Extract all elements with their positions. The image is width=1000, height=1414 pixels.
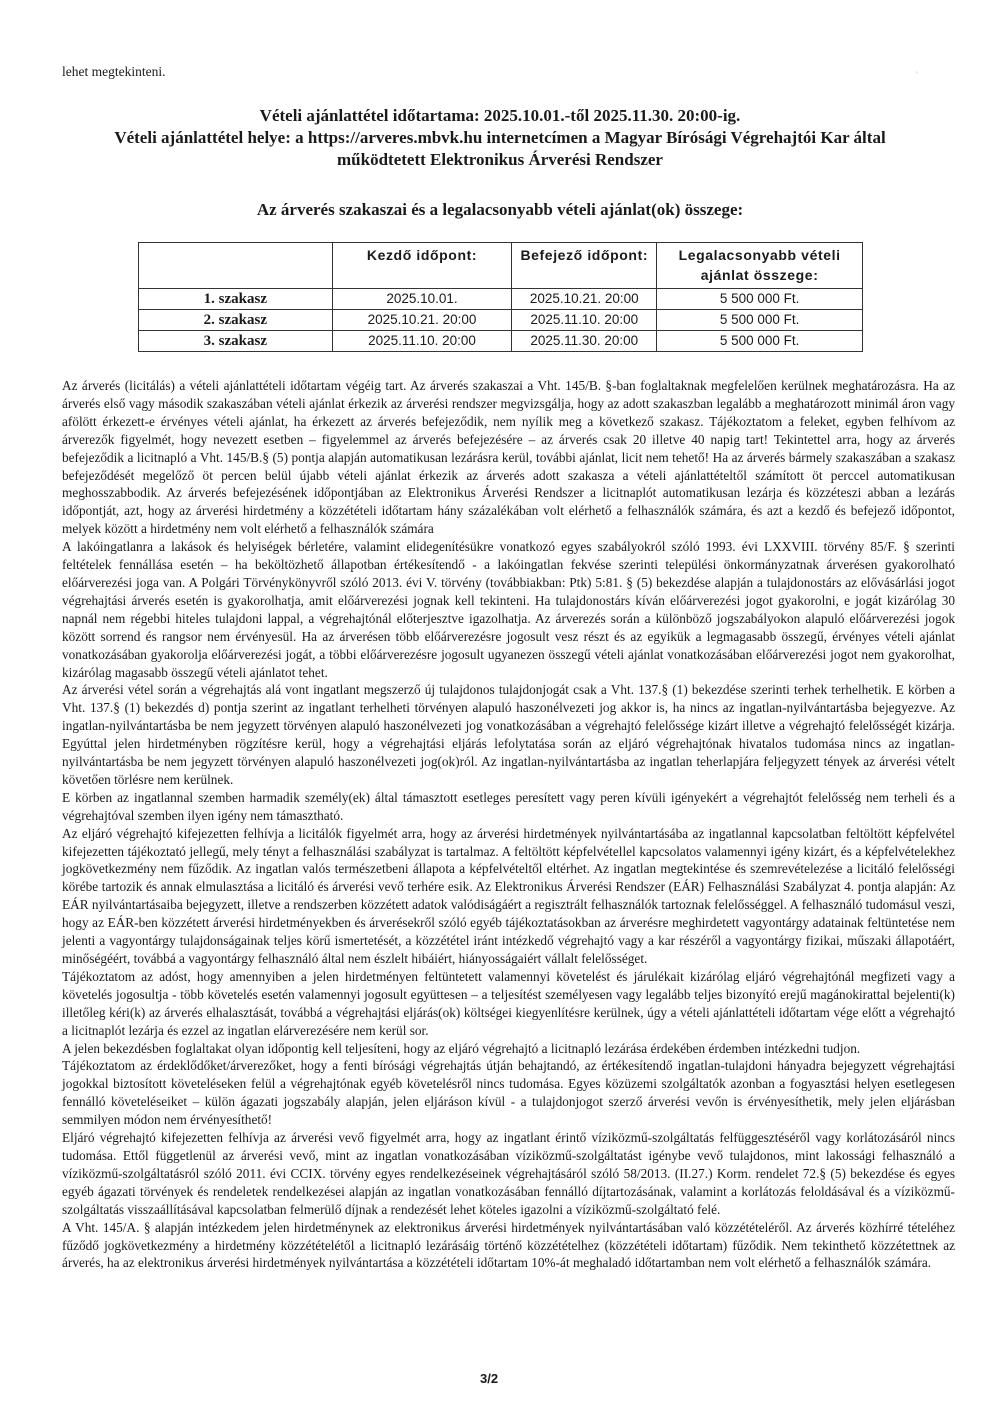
paragraph-publication: A Vht. 145/A. § alapján intézkedem jelen hirdetménynek az elektronikus árverési hirdetmények nyilvántartásában való közzétételéről. Az árverés közhírré tételéhez fűződő jogkövetkezmény a hirdetmény közzétételétől a licitnapló lezárásáig történő közzétételhez (közzétételi időtartam) fűződik. Nem tekinthető közzétettnek az árverés, ha az elektronikus árverési hirdetmények nyilvántartása a közzétételi időtartam 10%-át meghaladó időtartamban nem volt elérhető a felhasználók számára. [62, 1219, 955, 1271]
page-number: 3/2 [480, 1371, 499, 1386]
stage-cell: 3. szakasz [139, 331, 333, 352]
system-name-line: működtetett Elektronikus Árverési Rendszer [337, 150, 663, 169]
lead-text: lehet megtekinteni. [62, 64, 166, 79]
bid-period-line: Vételi ajánlattétel időtartama: 2025.10.01.-től 2025.11.30. 20:00-ig. [259, 106, 741, 125]
header-min-bid: Legalacsonyabb vételi ajánlat összege: [657, 243, 863, 289]
stage-cell: 1. szakasz [139, 289, 333, 310]
end-cell: 2025.11.30. 20:00 [512, 331, 657, 352]
table-header-row [139, 243, 863, 289]
table-row [139, 331, 863, 352]
header-start: Kezdő időpont: [332, 243, 512, 289]
header-end: Befejező időpont: [512, 243, 657, 289]
paragraph-images-disclaimer: Az eljáró végrehajtó kifejezetten felhívja a licitálók figyelmét arra, hogy az árverési hirdetmények nyilvántartásába az ingatlannal kapcsolatban feltöltött képfelvétel kifejezetten tájékoztató jellegű, mely tényt a felhasználási szabályzat is tartalmaz. A feltöltött képfelvétellel kapcsolatos valamennyi igény kizárt, és a képfelvételekhez jogkövetkezmény nem fűződik. Az ingatlan valós természetbeni állapota a képfelvételtől eltérhet. Az ingatlan megtekintése és szemrevételezése a licitáló felelősségi körébe tartozik és annak elmulasztása a licitáló és árverési vevő terhére esik. Az Elektronikus Árverési Rendszer (EÁR) Felhasználási Szabályzat 4. pontja alapján: Az EÁR nyilvántartásaiba bejegyzett, illetve a rendszerben közzétett adatok valódiságáért a regisztrált felhasználók tartoznak felelősséggel. A felhasználó tudomásul veszi, hogy az EÁR-ben közzétett árverési hirdetményekben és árverésekről szóló egyéb tájékoztatásokban az árverésre meghirdetett vagyontárgy adatainak feltüntetése nem jelenti a vagyontárgy tulajdonságainak teljes körű ismertetését, a közzététel iránt intézkedő végrehajtó vagy a kar részéről a vagyontárgy fizikai, műszaki állapotáért, minőségéért, továbbá a vagyontárgy felhasználó által nem észlelt hibáiért, hiányosságaiért vállalt felelősséget. [62, 825, 955, 966]
scan-artifact: ′ [916, 70, 918, 80]
min-bid-cell: 5 500 000 Ft. [657, 331, 863, 352]
paragraph-deadline: A jelen bekezdésben foglaltakat olyan időpontig kell teljesíteni, hogy az eljáró végrehajtó a licitnapló lezárása érdekében érdemben intézkedni tudjon. [62, 1040, 861, 1056]
table-row [139, 289, 863, 310]
section-title: Az árverés szakaszai és a legalacsonyabb vételi ajánlat(ok) összege: [256, 200, 744, 219]
start-cell: 2025.10.21. 20:00 [332, 310, 512, 331]
header-stage [139, 243, 333, 289]
auction-header [40, 105, 960, 171]
end-cell: 2025.10.21. 20:00 [512, 289, 657, 310]
paragraph-water-utility: Eljáró végrehajtó kifejezetten felhívja az árverési vevő figyelmét arra, hogy az ingatlant érintő víziközmű-szolgáltatás felfüggesztéséről vagy korlátozásáról nincs tudomása. Ettől függetlenül az árverési vevő, mint az ingatlan vonatkozásában víziközmű-szolgáltatást igénybe vevő tulajdonos, mint lakossági felhasználó a víziközmű-szolgáltatásról szóló 2011. évi CCIX. törvény egyes rendelkezéseinek végrehajtásáról szóló 58/2013. (II.27.) Korm. rendelet 72.§ (5) bekezdése és egyes egyéb ágazati törvények és rendeletek rendelkezései alapján az ingatlan vonatkozásában fennálló díjtartozásának, valamint a korlátozás feloldásával és a víziközmű-szolgáltatás visszaállításával kapcsolatban felmerülő díjnak a rendezését lehet köteles igazolni a víziközmű-szolgáltató felé. [62, 1130, 955, 1217]
paragraph-third-party-claims: E körben az ingatlannal szemben harmadik személy(ek) által támasztott esetleges peresített vagy peren kívüli igényekért a végrehajtót felelősség nem terheli és a végrehajtóval szemben ilyen igény nem támasztható. [62, 789, 955, 823]
paragraph-auction-duration: Az árverés (licitálás) a vételi ajánlattételi időtartam végéig tart. Az árverés szakaszai a Vht. 145/B. §-ban foglaltaknak megfelelően kerülnek meghatározásra. Ha az árverés első vagy második szakaszában vételi ajánlat érkezik az árverési rendszer megvizsgálja, hogy az adott szakaszban legalább a meghatározott minimál áron vagy afölött érkezett-e érvényes vételi ajánlat, ha érkezett az árverés befejeződik, nem nyílik meg a következő szakasz. Tájékoztatom a feleket, egyben felhívom az árverezők figyelmét, hogy nevezett esetben – figyelemmel az árverés befejezésére – az árverés csak 20 illetve 40 napig tart! Tekintettel arra, hogy az árverés befejeződik a licitnapló a Vht. 145/B.§ (5) pontja alapján automatikusan lezárásra kerül, további ajánlat, licit nem tehető! Ha az árverés bármely szakaszában a szakasz befejeződését megelőző öt percen belül újabb vételi ajánlat érkezik az árverés adott szakasza a vételi ajánlattételtől számított öt perccel automatikusan meghosszabbodik. Az árverés befejezésének időpontjában az Elektronikus Árverési Rendszer a licitnaplót automatikusan lezárja és közzéteszi abban a lezárás időpontját, azt, hogy az árverési hirdetmény a közzétételi időtartam hány százalékában volt elérhető a felhasználók számára, és azt a kezdő és befejező időpontot, melyek között a hirdetmény nem volt elérhető a felhasználók számára [62, 378, 955, 537]
start-cell: 2025.11.10. 20:00 [332, 331, 512, 352]
notice-body [62, 377, 955, 1272]
min-bid-cell: 5 500 000 Ft. [657, 289, 863, 310]
auction-stages-table [138, 242, 863, 352]
bid-location-line: Vételi ajánlattétel helye: a https://arveres.mbvk.hu internetcímen a Magyar Bírósági Végrehajtói Kar által [114, 128, 886, 147]
paragraph-utility-claims: Tájékoztatom az érdeklődőket/árverezőket, hogy a fenti bírósági végrehajtás útján behajtandó, az értékesítendő ingatlan-tulajdoni hányadra bejegyzett végrehajtási jogokkal biztosított követeléseken felül a végrehajtónak egyéb követelésről nincs tudomása. Egyes közüzemi szolgáltatók azonban a fogyasztási helyen esetlegesen fennálló követeléseiket – külön ágazati jogszabály alapján, jelen eljáráson kívül - a tulajdonjogot szerző árverési vevőn is érvényesíthetik, mely jelen eljárásban semmilyen módon nem érvényesíthető! [62, 1058, 955, 1128]
min-bid-cell: 5 500 000 Ft. [657, 310, 863, 331]
paragraph-pre-emption-rights: A lakóingatlanra a lakások és helyiségek bérletére, valamint elidegenítésükre vonatkozó egyes szabályokról szóló 1993. évi LXXVIII. törvény 85/F. § szerinti feltételek fennállása esetén – ha beköltözhető állapotban értékesítendő - a lakóingatlan fekvése szerinti települési önkormányzatnak árverésen gyakorolható előárverezési joga van. A Polgári Törvénykönyvről szóló 2013. évi V. törvény (továbbiakban: Ptk) 5:81. § (5) bekezdése alapján a tulajdonostárs az elővásárlási jogot végrehajtási árverés esetén is gyakorolhatja, amit előárverezési jognak kell tekinteni. Ha tulajdonostárs kíván előárverezési jogot gyakorolni, e jogát kizárólag 30 napnál nem régebbi hiteles tulajdoni lappal, a végrehajtónál előterjesztve igazolhatja. Az árverezés során a különböző jogszabályokon alapuló előárverezési jogok között sorrend és rangsor nem érvényesül. Ha az árverésen több előárverezésre jogosult vesz részt és az egyikük a legmagasabb összegű, érvényes vételi ajánlat vonatkozásában gyakorolja előárverezési jogát, a többi előárverezésre jogosult ugyanezen összegű vételi ajánlat vonatkozásában előárverezési jogot nem gyakorolhat, kizárólag magasabb összegű vételi ajánlatot tehet. [62, 539, 955, 680]
table-row [139, 310, 863, 331]
stage-cell: 2. szakasz [139, 310, 333, 331]
paragraph-encumbrances: Az árverési vétel során a végrehajtás alá vont ingatlant megszerző új tulajdonos tulajdonjogát csak a Vht. 137.§ (1) bekezdése szerinti terhek terhelhetik. E körben a Vht. 137.§ (1) bekezdés d) pontja szerint az ingatlant terhelheti törvényen alapuló haszonélvezeti jog akkor is, ha nincs az ingatlan-nyilvántartásba bejegyezve. Az ingatlan-nyilvántartásba be nem jegyzett törvényen alapuló haszonélvezeti jog vonatkozásában a végrehajtó felelőssége kizárt illetve a végrehajtó felelősségét kizárja. Egyúttal jelen hirdetményben rögzítésre kerül, hogy a végrehajtási eljárás lefolytatása során az eljáró végrehajtónak hivatalos tudomása nincs az ingatlan-nyilvántartásba be nem jegyzett törvényen alapuló haszonélvezeti jog(ok)ról. Az ingatlan-nyilvántartásba az ingatlan teherlapjára feljegyzett tények az árverési vételt követően törlésre nem kerülnek. [62, 682, 955, 787]
end-cell: 2025.11.10. 20:00 [512, 310, 657, 331]
start-cell: 2025.10.01. [332, 289, 512, 310]
paragraph-debtor-notice: Tájékoztatom az adóst, hogy amennyiben a jelen hirdetményen feltüntetett valamennyi követelést és járulékait kizárólag eljáró végrehajtónál megfizeti vagy a követelés jogosultja - több követelés esetén valamennyi jogosult együttesen – a teljesítést személyesen vagy legalább teljes bizonyító erejű magánokirattal bejelenti(k) illetőleg kéri(k) az árverés elhalasztását, továbbá a végrehajtási eljárás(ok) költségei kiegyenlítésre kerülnek, úgy a vételi ajánlattételi időtartam vége előtt a végrehajtó a licitnaplót lezárja és ezzel az ingatlan elárverezésére nem kerül sor. [62, 968, 955, 1038]
